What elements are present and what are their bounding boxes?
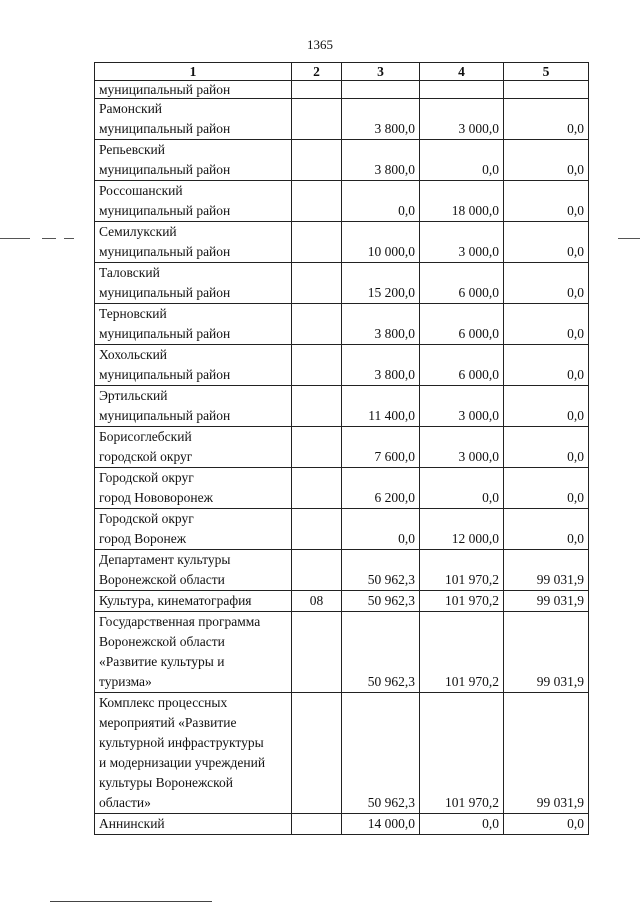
row-value-3: 7 600,0 xyxy=(342,427,420,468)
row-name: Городской округ город Воронеж xyxy=(95,509,292,550)
row-name: Семилукский муниципальный район xyxy=(95,222,292,263)
row-value-4: 101 970,2 xyxy=(420,550,504,591)
row-code xyxy=(292,509,342,550)
row-value-4: 101 970,2 xyxy=(420,591,504,612)
table-row xyxy=(95,304,589,345)
row-value-4: 0,0 xyxy=(420,814,504,835)
table-row xyxy=(95,814,589,835)
row-value-4: 101 970,2 xyxy=(420,612,504,693)
row-value-5: 0,0 xyxy=(504,222,589,263)
row-name: Репьевский муниципальный район xyxy=(95,140,292,181)
row-value-4: 6 000,0 xyxy=(420,345,504,386)
row-name: Россошанский муниципальный район xyxy=(95,181,292,222)
row-code xyxy=(292,263,342,304)
row-value-5: 0,0 xyxy=(504,263,589,304)
row-value-5: 99 031,9 xyxy=(504,550,589,591)
header-row xyxy=(95,63,589,81)
row-value-5: 0,0 xyxy=(504,181,589,222)
row-value-4: 12 000,0 xyxy=(420,509,504,550)
row-value-4: 3 000,0 xyxy=(420,386,504,427)
row-value-3: 6 200,0 xyxy=(342,468,420,509)
row-value-5: 99 031,9 xyxy=(504,693,589,814)
row-name: Государственная программа Воронежской области «Развитие культуры и туризма» xyxy=(95,612,292,693)
row-value-3: 11 400,0 xyxy=(342,386,420,427)
table-row xyxy=(95,693,589,814)
header-col-1: 1 xyxy=(95,63,292,81)
row-name: Рамонский муниципальный район xyxy=(95,99,292,140)
header-col-3: 3 xyxy=(342,63,420,81)
table-row xyxy=(95,345,589,386)
row-code xyxy=(292,612,342,693)
row-name: Комплекс процессных мероприятий «Развитие культурной инфраструктуры и модернизации учреждений культуры Воронежской области» xyxy=(95,693,292,814)
row-code xyxy=(292,222,342,263)
budget-table xyxy=(94,62,589,835)
row-code xyxy=(292,386,342,427)
row-value-4: 6 000,0 xyxy=(420,263,504,304)
row-value-3: 3 800,0 xyxy=(342,304,420,345)
table-row xyxy=(95,509,589,550)
row-value-5: 0,0 xyxy=(504,304,589,345)
row-value-5: 0,0 xyxy=(504,468,589,509)
scan-mark-right xyxy=(618,238,640,239)
row-value-5: 0,0 xyxy=(504,814,589,835)
row-value-4: 3 000,0 xyxy=(420,427,504,468)
header-col-5: 5 xyxy=(504,63,589,81)
row-value-3: 3 800,0 xyxy=(342,140,420,181)
row-value-3 xyxy=(342,81,420,99)
row-value-4: 0,0 xyxy=(420,468,504,509)
page-number: 1365 xyxy=(307,37,333,52)
row-value-3: 50 962,3 xyxy=(342,550,420,591)
row-value-5: 99 031,9 xyxy=(504,591,589,612)
row-name: Таловский муниципальный район xyxy=(95,263,292,304)
row-value-4: 6 000,0 xyxy=(420,304,504,345)
table-row xyxy=(95,591,589,612)
table-row xyxy=(95,550,589,591)
table-row xyxy=(95,140,589,181)
row-value-4: 0,0 xyxy=(420,140,504,181)
row-name: Эртильский муниципальный район xyxy=(95,386,292,427)
row-value-4: 101 970,2 xyxy=(420,693,504,814)
row-value-5: 0,0 xyxy=(504,345,589,386)
row-code xyxy=(292,468,342,509)
row-value-4: 18 000,0 xyxy=(420,181,504,222)
row-code xyxy=(292,99,342,140)
row-value-3: 14 000,0 xyxy=(342,814,420,835)
row-name: Борисоглебский городской округ xyxy=(95,427,292,468)
row-code xyxy=(292,345,342,386)
header-col-4: 4 xyxy=(420,63,504,81)
table-row xyxy=(95,222,589,263)
row-value-5: 99 031,9 xyxy=(504,612,589,693)
row-name: Департамент культуры Воронежской области xyxy=(95,550,292,591)
scan-mark-left-3 xyxy=(64,238,74,239)
row-value-4: 3 000,0 xyxy=(420,222,504,263)
row-value-3: 0,0 xyxy=(342,181,420,222)
table-row xyxy=(95,99,589,140)
table-row xyxy=(95,181,589,222)
row-value-3: 3 800,0 xyxy=(342,345,420,386)
table-row xyxy=(95,386,589,427)
row-name: Аннинский xyxy=(95,814,292,835)
row-value-5: 0,0 xyxy=(504,140,589,181)
row-code xyxy=(292,550,342,591)
row-value-3: 3 800,0 xyxy=(342,99,420,140)
row-name: Культура, кинематография xyxy=(95,591,292,612)
row-name: Хохольский муниципальный район xyxy=(95,345,292,386)
row-name: Городской округ город Нововоронеж xyxy=(95,468,292,509)
table-row xyxy=(95,263,589,304)
row-value-5: 0,0 xyxy=(504,99,589,140)
row-value-3: 50 962,3 xyxy=(342,612,420,693)
row-value-4 xyxy=(420,81,504,99)
row-name: муниципальный район xyxy=(95,81,292,99)
row-value-3: 15 200,0 xyxy=(342,263,420,304)
row-value-3: 10 000,0 xyxy=(342,222,420,263)
row-value-3: 0,0 xyxy=(342,509,420,550)
row-code xyxy=(292,693,342,814)
table-row xyxy=(95,468,589,509)
row-value-3: 50 962,3 xyxy=(342,591,420,612)
row-code xyxy=(292,81,342,99)
row-value-5: 0,0 xyxy=(504,427,589,468)
row-value-5: 0,0 xyxy=(504,509,589,550)
header-col-2: 2 xyxy=(292,63,342,81)
row-code xyxy=(292,814,342,835)
row-code xyxy=(292,181,342,222)
scan-mark-left-2 xyxy=(42,238,56,239)
row-name: Терновский муниципальный район xyxy=(95,304,292,345)
row-value-4: 3 000,0 xyxy=(420,99,504,140)
row-code: 08 xyxy=(292,591,342,612)
row-value-5 xyxy=(504,81,589,99)
table-row xyxy=(95,81,589,99)
table-row xyxy=(95,427,589,468)
scan-mark-left-1 xyxy=(0,238,30,239)
footnote-separator-line xyxy=(50,901,212,902)
row-code xyxy=(292,304,342,345)
row-code xyxy=(292,427,342,468)
table-row xyxy=(95,612,589,693)
row-value-5: 0,0 xyxy=(504,386,589,427)
row-value-3: 50 962,3 xyxy=(342,693,420,814)
row-code xyxy=(292,140,342,181)
